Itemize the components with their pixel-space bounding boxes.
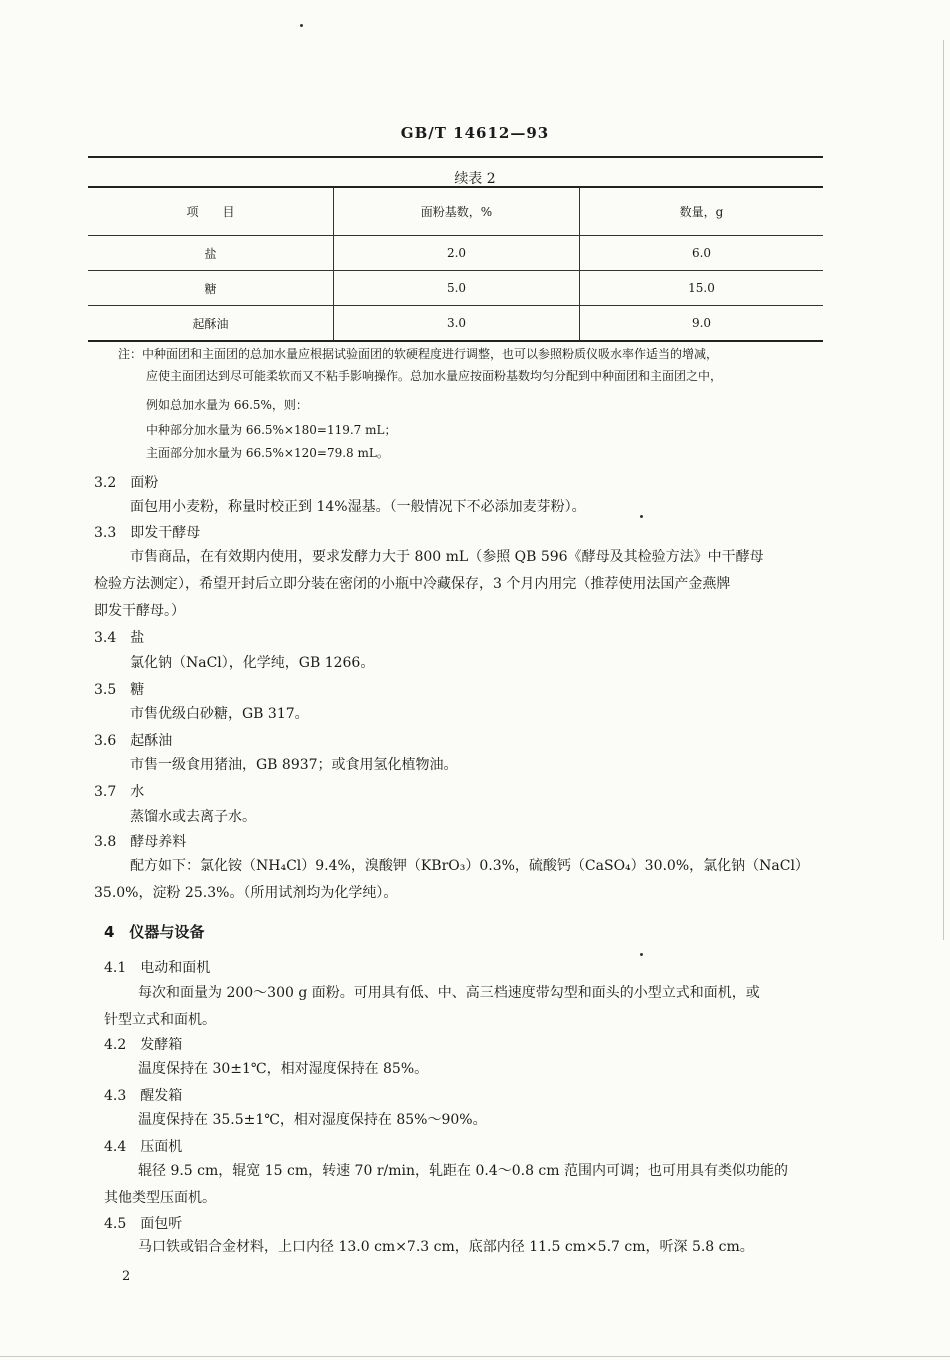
section-4-2-title: 4.2 发酵箱 [104,1037,183,1053]
section-3-3-text3: 即发干酵母。） [94,603,185,619]
standard-header: GB/T 14612—93 [400,124,550,142]
section-3-3-text1: 市售商品，在有效期内使用，要求发酵力大于 800 mL（参照 QB 596《酵母及其检验方法》中干酵母 [130,549,764,565]
cell-base: 2.0 [334,236,580,271]
section-4-3-text: 温度保持在 35.5±1℃，相对湿度保持在 85%～90%。 [138,1112,487,1128]
section-3-6-text: 市售一级食用猪油，GB 8937；或食用氢化植物油。 [130,757,458,773]
section-4-1-text2: 针型立式和面机。 [104,1012,216,1028]
section-4-1-title: 4.1 电动和面机 [104,960,211,976]
section-3-2-text: 面包用小麦粉，称量时校正到 14%湿基。（一般情况下不必添加麦芽粉）。 [130,499,586,515]
section-4-3-title: 4.3 醒发箱 [104,1088,183,1104]
section-3-3-text2: 检验方法测定），希望开封后立即分装在密闭的小瓶中冷藏保存，3 个月内用完（推荐使用法国产金燕牌 [94,576,731,592]
section-3-8-title: 3.8 酵母养料 [94,834,187,850]
scan-dust-speck [640,953,643,956]
page-number: 2 [122,1269,131,1284]
col-header-flour-base: 面粉基数，% [334,187,580,236]
ingredients-table [88,186,823,342]
header-rule [88,156,823,158]
table-note-line2: 应使主面团达到尽可能柔软而又不粘手影响操作。总加水量应按面粉基数均匀分配到中种面团和主面团之中， [146,369,723,383]
scan-dust-speck [640,515,643,518]
cell-quantity: 15.0 [580,271,824,306]
section-3-5-title: 3.5 糖 [94,682,145,698]
table-row [88,271,823,306]
cell-quantity: 6.0 [580,236,824,271]
table-note-line4: 中种部分加水量为 66.5%×180=119.7 mL； [146,423,397,437]
cell-item: 盐 [88,236,334,271]
cell-item: 起酥油 [88,306,334,342]
section-3-4-title: 3.4 盐 [94,630,145,646]
section-3-5-text: 市售优级白砂糖，GB 317。 [130,706,309,722]
section-4-1-text1: 每次和面量为 200～300 g 面粉。可用具有低、中、高三档速度带勾型和面头的小型立式和面机，或 [138,985,760,1001]
table-note-line3: 例如总加水量为 66.5%，则： [146,398,308,412]
table-header-row [88,187,823,236]
table-note-line1: 注：中种面团和主面团的总加水量应根据试验面团的软硬程度进行调整，也可以参照粉质仪吸水率作适当的增减， [118,347,719,361]
table-note-line5: 主面部分加水量为 66.5%×120=79.8 mL。 [146,446,389,460]
section-3-4-text: 氯化钠（NaCl），化学纯，GB 1266。 [130,655,375,671]
section-3-8-text2: 35.0%，淀粉 25.3%。（所用试剂均为化学纯）。 [94,885,398,901]
scan-dust-speck [300,24,303,27]
cell-base: 5.0 [334,271,580,306]
section-4-4-text2: 其他类型压面机。 [104,1190,216,1206]
cell-base: 3.0 [334,306,580,342]
col-header-quantity: 数量，g [580,187,824,236]
table-caption: 续表 2 [454,171,496,187]
scan-edge-line [943,40,944,940]
section-3-2-title: 3.2 面粉 [94,475,159,491]
cell-quantity: 9.0 [580,306,824,342]
table-row [88,236,823,271]
section-4-4-title: 4.4 压面机 [104,1139,183,1155]
section-4-5-text: 马口铁或铝合金材料，上口内径 13.0 cm×7.3 cm，底部内径 11.5 cm×5.7 cm，听深 5.8 cm。 [138,1239,754,1255]
section-3-3-title: 3.3 即发干酵母 [94,525,201,541]
cell-item: 糖 [88,271,334,306]
section-4-heading: 4 仪器与设备 [104,923,205,941]
section-4-4-text1: 辊径 9.5 cm，辊宽 15 cm，转速 70 r/min，轧距在 0.4～0.8 cm 范围内可调；也可用具有类似功能的 [138,1163,789,1179]
section-3-6-title: 3.6 起酥油 [94,733,173,749]
scan-bottom-edge [0,1356,950,1357]
table-row [88,306,823,342]
col-header-item: 项 目 [88,187,334,236]
section-3-7-text: 蒸馏水或去离子水。 [130,809,256,825]
section-3-7-title: 3.7 水 [94,784,145,800]
section-4-5-title: 4.5 面包听 [104,1216,183,1232]
section-4-2-text: 温度保持在 30±1℃，相对湿度保持在 85%。 [138,1061,429,1077]
section-3-8-text1: 配方如下：氯化铵（NH₄Cl）9.4%，溴酸钾（KBrO₃）0.3%，硫酸钙（CaSO₄）30.0%，氯化钠（NaCl） [130,858,809,874]
